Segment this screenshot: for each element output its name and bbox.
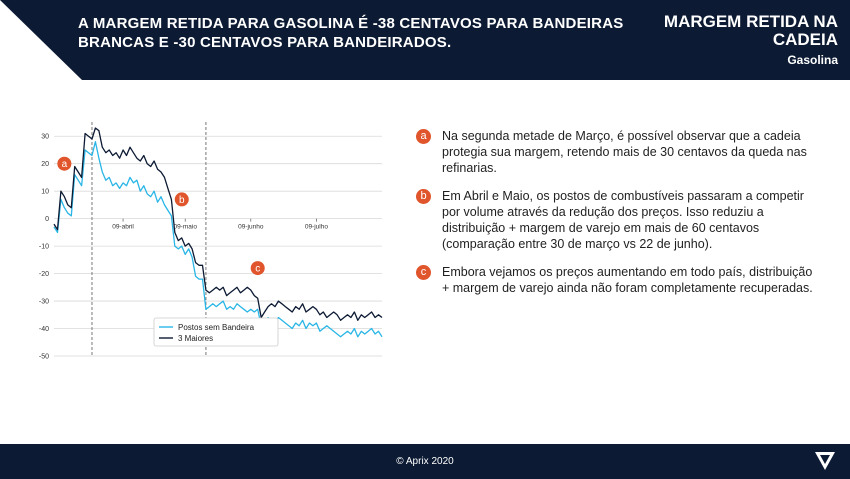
y-tick-label: 0: [45, 216, 49, 224]
margin-line-chart: [30, 120, 390, 360]
y-tick-label: -30: [38, 298, 49, 306]
y-tick-label: -20: [38, 271, 49, 279]
annotation-label-b: b: [178, 194, 185, 206]
y-tick-label: 30: [41, 133, 49, 141]
x-tick-label: 09-junho: [238, 223, 264, 231]
note-text-a: Na segunda metade de Março, é possível observar que a cadeia protegia sua margem, retendo mais de 30 centavos da queda nas refinarias.: [442, 129, 807, 175]
y-tick-label: 10: [41, 188, 49, 196]
copyright: © Aprix 2020: [396, 456, 454, 467]
section-subtitle: Gasolina: [787, 53, 838, 67]
note-a: [416, 128, 816, 176]
footer: [0, 444, 850, 479]
note-badge-a: a: [416, 129, 431, 144]
note-b: [416, 188, 816, 252]
y-tick-label: -40: [38, 326, 49, 334]
series-line-0: [54, 142, 382, 337]
note-text-b: Em Abril e Maio, os postos de combustíveis passaram a competir por volume através da redução dos preços. Isso reduziu a distribuição + margem de varejo em mais de 60 centavos (comparação entre 30 de março vs 22 de junho).: [442, 189, 804, 251]
x-tick-label: 09-julho: [304, 223, 328, 231]
x-tick-label: 09-abril: [112, 223, 134, 231]
notes-list: [416, 128, 816, 308]
note-badge-b: b: [416, 189, 431, 204]
aprix-logo-icon: [814, 451, 836, 471]
note-badge-c: c: [416, 265, 431, 280]
note-text-c: Embora vejamos os preços aumentando em todo país, distribuição + margem de varejo ainda não foram completamente recuperadas.: [442, 265, 813, 295]
legend-label-1: 3 Maiores: [178, 334, 214, 343]
y-tick-label: -50: [38, 353, 49, 360]
y-tick-label: 20: [41, 161, 49, 169]
series-line-1: [54, 128, 382, 320]
page-headline: A MARGEM RETIDA PARA GASOLINA É -38 CENTAVOS PARA BANDEIRAS BRANCAS E -30 CENTAVOS PARA BANDEIRADOS.: [78, 15, 624, 51]
section-title: MARGEM RETIDA NA CADEIA: [663, 12, 838, 49]
y-tick-label: -10: [38, 243, 49, 251]
annotation-label-a: a: [61, 159, 68, 171]
annotation-label-c: c: [255, 263, 261, 275]
note-c: [416, 264, 816, 296]
x-tick-label: 09-maio: [173, 223, 197, 231]
legend-label-0: Postos sem Bandeira: [178, 323, 255, 332]
